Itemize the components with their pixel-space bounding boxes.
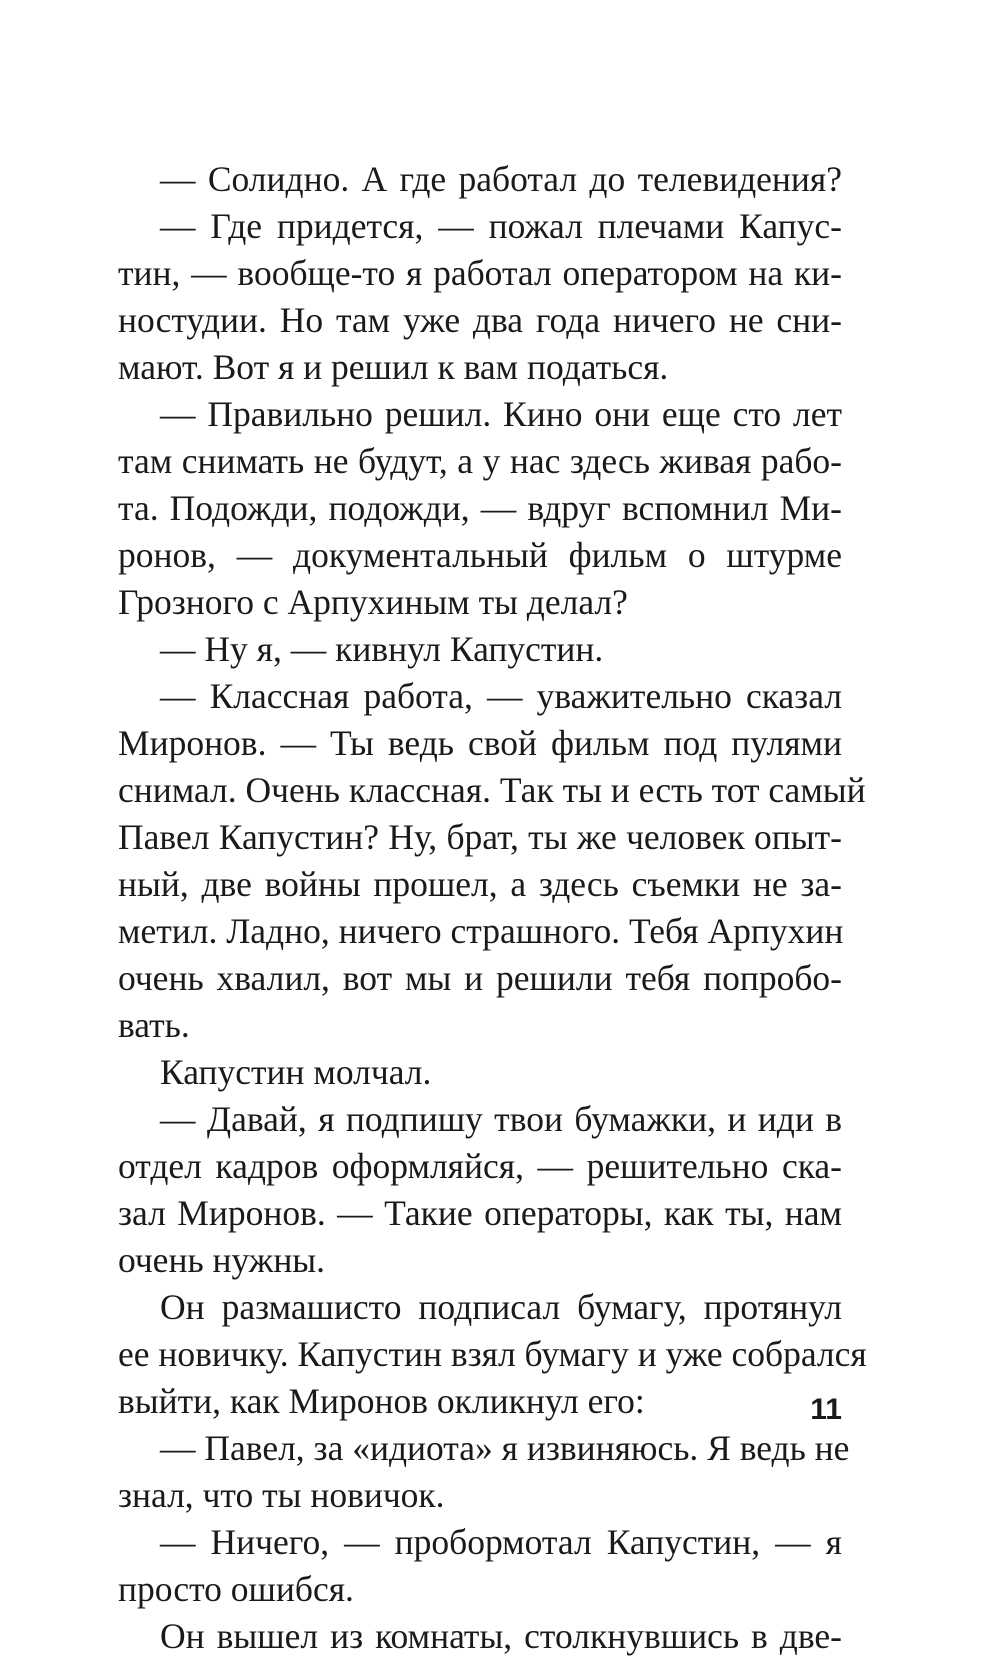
text-line: ее новичку. Капустин взял бумагу и уже собрался: [118, 1334, 867, 1374]
text-line: — Павел, за «идиота» я извиняюсь. Я ведь не: [160, 1428, 850, 1468]
text-line: мают. Вот я и решил к вам податься.: [118, 347, 669, 387]
text-line: метил. Ладно, ничего страшного. Тебя Арпухин: [118, 911, 844, 951]
text-line: та. Подожди, подожди, — вдруг вспомнил Ми-: [118, 488, 842, 528]
text-line: — Давай, я подпишу твои бумажки, и иди в: [160, 1099, 842, 1139]
text-line: вать.: [118, 1005, 190, 1045]
text-line: — Ничего, — пробормотал Капустин, — я: [160, 1522, 842, 1562]
text-line: Он размашисто подписал бумагу, протянул: [160, 1287, 842, 1327]
text-line: Миронов. — Ты ведь свой фильм под пулями: [118, 723, 842, 763]
text-line: зал Миронов. — Такие операторы, как ты, нам: [118, 1193, 842, 1233]
text-line: снимал. Очень классная. Так ты и есть тот самый: [118, 770, 866, 810]
text-line: выйти, как Миронов окликнул его:: [118, 1381, 645, 1421]
text-line: — Правильно решил. Кино они еще сто лет: [160, 394, 842, 434]
text-line: — Ну я, — кивнул Капустин.: [160, 629, 604, 669]
text-line: тин, — вообще-то я работал оператором на ки-: [118, 253, 842, 293]
text-line: Павел Капустин? Ну, брат, ты же человек опыт-: [118, 817, 842, 857]
text-line: отдел кадров оформляйся, — решительно ска-: [118, 1146, 842, 1186]
text-line: просто ошибся.: [118, 1569, 354, 1609]
text-line: ронов, — документальный фильм о штурме: [118, 535, 842, 575]
text-line: очень хвалил, вот мы и решили тебя попробо-: [118, 958, 842, 998]
text-line: ностудии. Но там уже два года ничего не сни-: [118, 300, 842, 340]
body-text: [118, 156, 867, 1660]
text-line: ный, две войны прошел, а здесь съемки не за-: [118, 864, 842, 904]
text-line: — Где придется, — пожал плечами Капус-: [160, 206, 842, 246]
text-line: знал, что ты новичок.: [118, 1475, 445, 1515]
text-line: Он вышел из комнаты, столкнувшись в две-: [160, 1616, 842, 1656]
text-line: Капустин молчал.: [160, 1052, 432, 1092]
text-line: — Солидно. А где работал до телевидения?: [160, 159, 842, 199]
text-line: Грозного с Арпухиным ты делал?: [118, 582, 628, 622]
page-number: 11: [810, 1393, 842, 1426]
text-line: очень нужны.: [118, 1240, 326, 1280]
text-line: — Классная работа, — уважительно сказал: [160, 676, 842, 716]
text-line: там снимать не будут, а у нас здесь живая рабо-: [118, 441, 842, 481]
